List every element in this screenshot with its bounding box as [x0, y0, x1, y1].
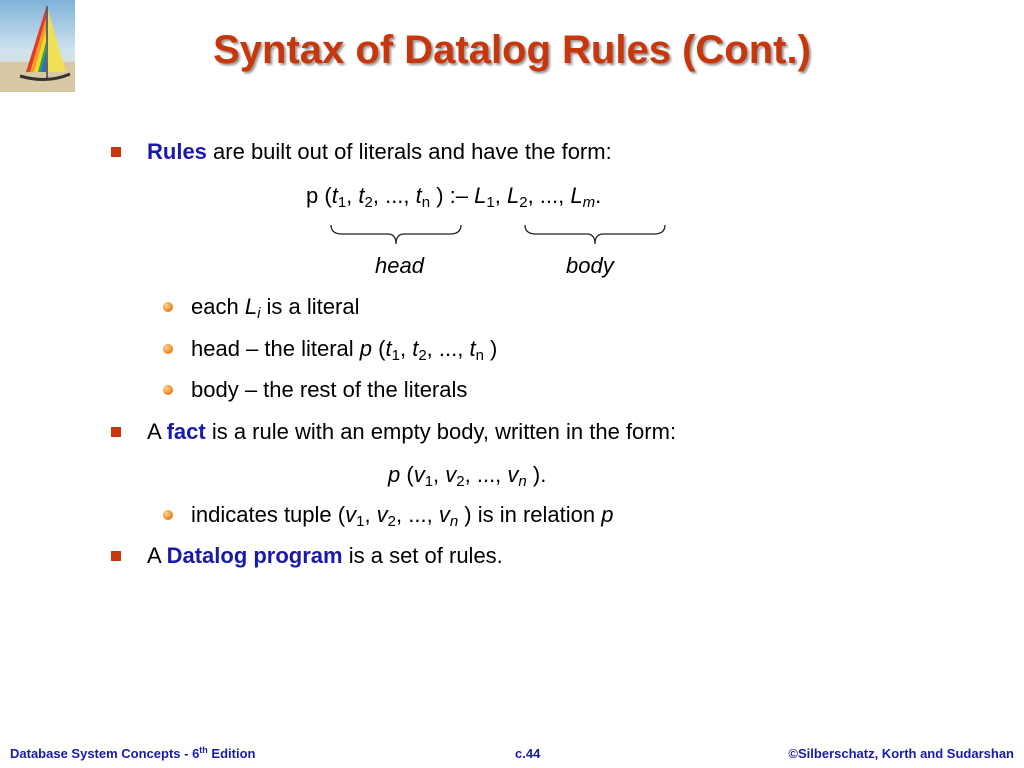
page-title: Syntax of Datalog Rules (Cont.)	[213, 28, 811, 72]
bullet-square-icon	[111, 147, 121, 157]
body-label: body	[566, 253, 614, 278]
footer-copyright: ©Silberschatz, Korth and Sudarshan	[788, 746, 1014, 761]
bullet-dot-icon	[163, 510, 173, 520]
sub-bullet-tuple: indicates tuple ($v_1$, $v_2$, ..., $v_n$ ) is in relation p	[191, 502, 614, 530]
rule-formula: p ($t_1$, $t_2$, ..., $t_n$ ) :– $L_1$, $L_2$, ..., $L_m$.	[306, 183, 602, 211]
bullet-dot-icon	[163, 344, 173, 354]
bullet-rules: Rules are built out of literals and have the form:	[147, 139, 612, 164]
keyword-datalog-program: Datalog program	[166, 543, 343, 568]
sub-bullet-body: body – the rest of the literals	[191, 377, 468, 402]
bullet-dot-icon	[163, 385, 173, 395]
bullet-dot-icon	[163, 302, 173, 312]
footer-book-title: Database System Concepts - 6th Edition	[10, 745, 256, 761]
footer-slide-number: c.44	[515, 746, 541, 761]
sub-bullet-head: head – the literal p ($t_1$, $t_2$, ..., $t_n$ )	[191, 336, 498, 364]
keyword-fact: fact	[166, 419, 206, 444]
body-brace-icon	[524, 224, 666, 246]
bullet-datalog-program: A Datalog program is a set of rules.	[147, 543, 503, 568]
head-label: head	[375, 253, 424, 278]
fact-formula: p ($v_1$, $v_2$, ..., $v_n$ ).	[388, 462, 547, 490]
head-brace-icon	[330, 224, 462, 246]
bullet-square-icon	[111, 551, 121, 561]
sub-bullet-each-literal: each $L_i$ is a literal	[191, 294, 360, 322]
bullet-square-icon	[111, 427, 121, 437]
bullet-fact: A fact is a rule with an empty body, written in the form:	[147, 419, 677, 444]
keyword-rules: Rules	[147, 139, 207, 164]
